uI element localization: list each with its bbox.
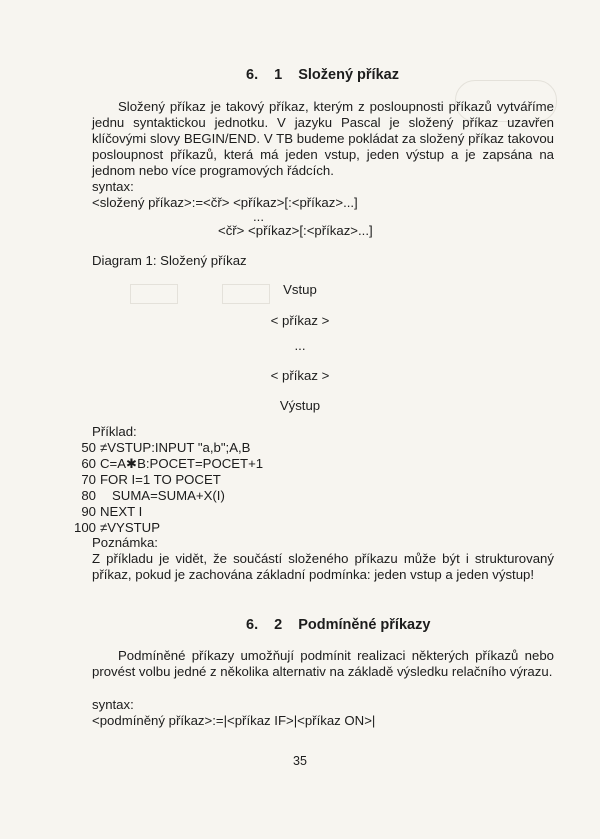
- code-line: [70, 488, 263, 504]
- code-line: [70, 472, 263, 488]
- line-number: 70: [81, 472, 96, 487]
- diagram-output: Výstup: [279, 398, 321, 413]
- code-text: FOR I=1 TO POCET: [100, 472, 221, 487]
- code-line: [70, 440, 263, 456]
- line-number: 100: [73, 520, 96, 535]
- syntax-definition: <podmíněný příkaz>:=|<příkaz IF>|<příkaz ON>|: [92, 713, 376, 728]
- syntax-label: syntax:: [92, 697, 134, 712]
- section-number: 6.: [246, 67, 259, 83]
- code-text: SUMA=SUMA+X(I): [112, 488, 225, 503]
- intro-paragraph: [92, 99, 554, 179]
- page-number: 35: [293, 754, 307, 768]
- section-heading: [246, 617, 430, 633]
- paragraph-text: Složený příkaz je takový příkaz, kterým z posloupnosti příkazů vytváříme jednu syntaktickou jednotku. V jazyku Pascal je složený příkaz uzavřen klíčovými slovy BEGIN/END. V TB budeme pokládat za složený příkaz takovou posloupnost příkazů, která má jeden vstup, jeden výstup a je zapsána na jednom nebo více programových řádcích.: [92, 99, 554, 178]
- note-paragraph: [92, 551, 554, 583]
- example-label: Příklad:: [92, 424, 137, 439]
- code-text: ≠VSTUP:INPUT "a,b";A,B: [100, 440, 251, 455]
- example-listing: [70, 440, 263, 536]
- code-text: ≠VYSTUP: [100, 520, 161, 535]
- line-number: 50: [81, 440, 96, 455]
- code-line: [70, 520, 263, 536]
- note-text: Z příkladu je vidět, že součástí složeného příkazu může být i strukturovaný příkaz, pokud je zachována základní podmínka: jeden vstup a jeden výstup!: [92, 551, 554, 582]
- note-label: Poznámka:: [92, 535, 158, 550]
- section-subnumber: 1: [274, 67, 283, 83]
- diagram-command: < příkaz >: [270, 313, 330, 328]
- section-title: Podmíněné příkazy: [298, 617, 431, 633]
- section-heading: [246, 67, 399, 83]
- diagram-dots: ...: [294, 338, 306, 353]
- code-text: NEXT I: [100, 504, 143, 519]
- paragraph-text: Podmíněné příkazy umožňují podmínit realizaci některých příkazů nebo provést volbu jedné z několika alternativ na základě výsledku relačního výrazu.: [92, 648, 554, 679]
- code-text: C=A✱B:POCET=POCET+1: [100, 456, 264, 471]
- syntax-continuation: <čř> <příkaz>[:<příkaz>...]: [218, 223, 373, 238]
- code-line: [70, 456, 263, 472]
- syntax-label: syntax:: [92, 179, 134, 194]
- line-number: 90: [81, 504, 96, 519]
- line-number: 60: [81, 456, 96, 471]
- section-number: 6.: [246, 617, 259, 633]
- syntax-dots: ...: [253, 209, 264, 224]
- section-title: Složený příkaz: [298, 67, 399, 83]
- conditional-paragraph: [92, 648, 554, 680]
- code-line: [70, 504, 263, 520]
- line-number: 80: [81, 488, 96, 503]
- syntax-definition: <složený příkaz>:=<čř> <příkaz>[:<příkaz>...]: [92, 195, 358, 210]
- diagram-command: < příkaz >: [270, 368, 330, 383]
- diagram-caption: Diagram 1: Složený příkaz: [92, 253, 247, 268]
- diagram-input: Vstup: [283, 282, 317, 297]
- section-subnumber: 2: [274, 617, 283, 633]
